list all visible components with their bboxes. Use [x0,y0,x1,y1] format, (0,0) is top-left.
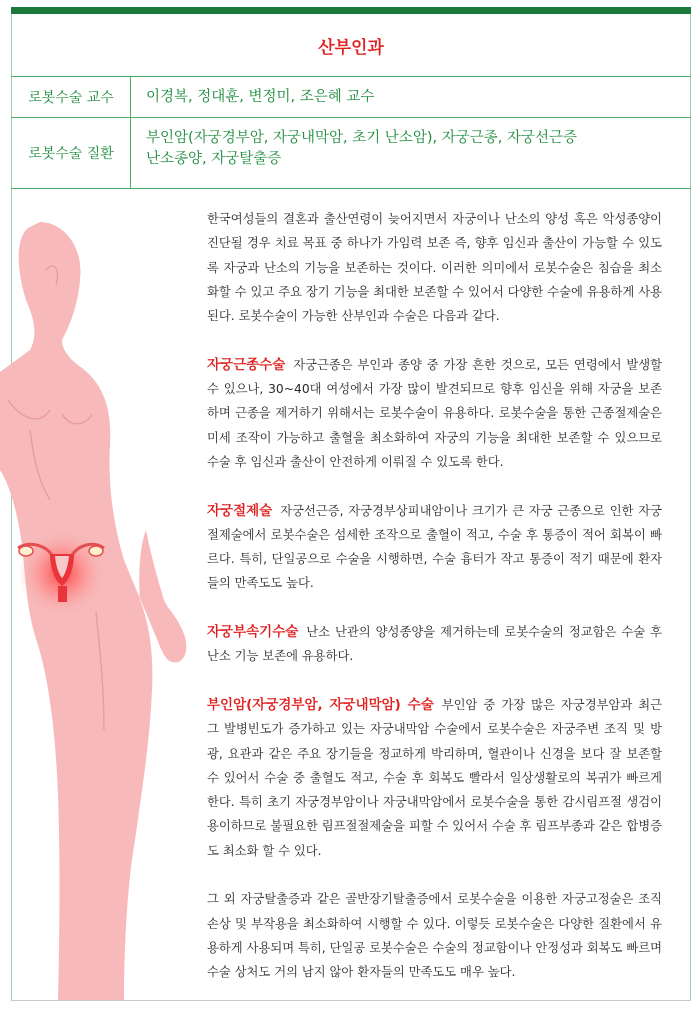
disease-list [146,128,577,170]
section-heading: 부인암(자궁경부암, 자궁내막암) 수술 [207,696,434,713]
department-title: 산부인과 [318,37,384,58]
top-accent-bar [11,7,691,14]
section-heading: 자궁절제술 [207,502,273,519]
body-silhouette [0,222,186,1000]
paragraph-text: 그 외 자궁탈출증과 같은 골반장기탈출증에서 로봇수술을 이용한 자궁고정술은 조직손상 및 부작용을 최소화하여 시행할 수 있다. 이렇듯 로봇수술은 다양한 질환에서 유용하게 사용되며 특히, 단일공 로봇수술은 수술의 정교함이나 안정성과 회복도 빠르며 수술 상처도 거의 남지 않아 환자들의 만족도도 매우 높다. [207,892,662,980]
paragraph-text: 자궁근종은 부인과 종양 중 가장 흔한 것으로, 모든 연령에서 발생할 수 있으나, 30~40대 여성에서 가장 많이 발견되므로 향후 임신을 위해 자궁을 보존하며 근종을 제거하기 위해서는 로봇수술이 유용하다. 로봇수술을 통한 근종절제술은 미세 조작이 가능하고 출혈을 최소화하여 자궁의 기능을 최대한 보존할 수 있으므로 수술 후 임신과 출산이 안전하게 이뤄질 수 있도록 한다. [207,357,662,469]
paragraph-text: 자궁선근증, 자궁경부상피내암이나 크기가 큰 자궁 근종으로 인한 자궁절제술에서 로봇수술은 섬세한 조작으로 출혈이 적고, 수술 후 통증이 적어 회복이 빠르다. 특히, 단일공으로 수술을 시행하면, 수술 흉터가 작고 통증이 적기 때문에 환자들의 만족도도 높다. [207,503,662,591]
paragraph-text: 부인암 중 가장 많은 자궁경부암과 최근 그 발병빈도가 증가하고 있는 자궁내막암 수술에서 로봇수술은 자궁주변 조직 및 방광, 요관과 같은 주요 장기들을 정교하게 박리하며, 혈관이나 신경을 보다 잘 보존할 수 있어서 수술 중 출혈도 적고, 수술 후 회복도 빨라서 일상생활로의 복귀가 빠르게 한다. 특히 초기 자궁경부암이나 자궁내막암에서 로봇수술을 통한 감시림프절 생검이 용이하므로 불필요한 림프절절제술을 피할 수 있어서 수술 후 림프부종과 같은 합병증도 최소화 할 수 있다. [207,697,663,858]
section-heading: 자궁근종수술 [207,356,286,373]
paragraph-text: 난소 난관의 양성종양을 제거하는데 로봇수술의 정교함은 수술 후 난소 기능 보존에 유용하다. [207,625,662,664]
closing-paragraph [207,887,662,984]
professor-names: 이경복, 정대훈, 변정미, 조은혜 교수 [146,89,375,105]
paragraph-text: 한국여성들의 결혼과 출산연령이 늦어지면서 자궁이나 난소의 양성 혹은 악성종양이 진단될 경우 치료 목표 중 하나가 가임력 보존 즉, 향후 임신과 출산이 가능할 수 있도록 자궁과 난소의 기능을 보존하는 것이다. 이러한 의미에서 로봇수술은 침습을 최소화할 수 있고 주요 장기 기능을 최대한 보존할 수 있어서 다양한 수술에 유용하게 사용된다. 로봇수술이 가능한 산부인과 수술은 다음과 같다. [207,212,662,324]
disease-label: 로봇수술 질환 [28,146,114,162]
column-divider [130,77,131,117]
adnexal-surgery-paragraph [207,620,662,669]
divider [11,188,691,189]
section-heading: 자궁부속기수술 [207,624,299,641]
hysterectomy-paragraph [207,499,662,596]
professor-label: 로봇수술 교수 [28,90,114,106]
intro-paragraph [207,207,662,328]
gynecologic-cancer-paragraph [207,693,662,863]
article-body [207,207,662,1009]
myomectomy-paragraph [207,353,662,474]
disease-line: 부인암(자궁경부암, 자궁내막암, 초기 난소암), 자궁근종, 자궁선근증 [146,130,577,146]
disease-line: 난소종양, 자궁탈출증 [146,151,282,167]
column-divider [130,118,131,188]
female-body-uterus-illustration [0,200,210,1000]
